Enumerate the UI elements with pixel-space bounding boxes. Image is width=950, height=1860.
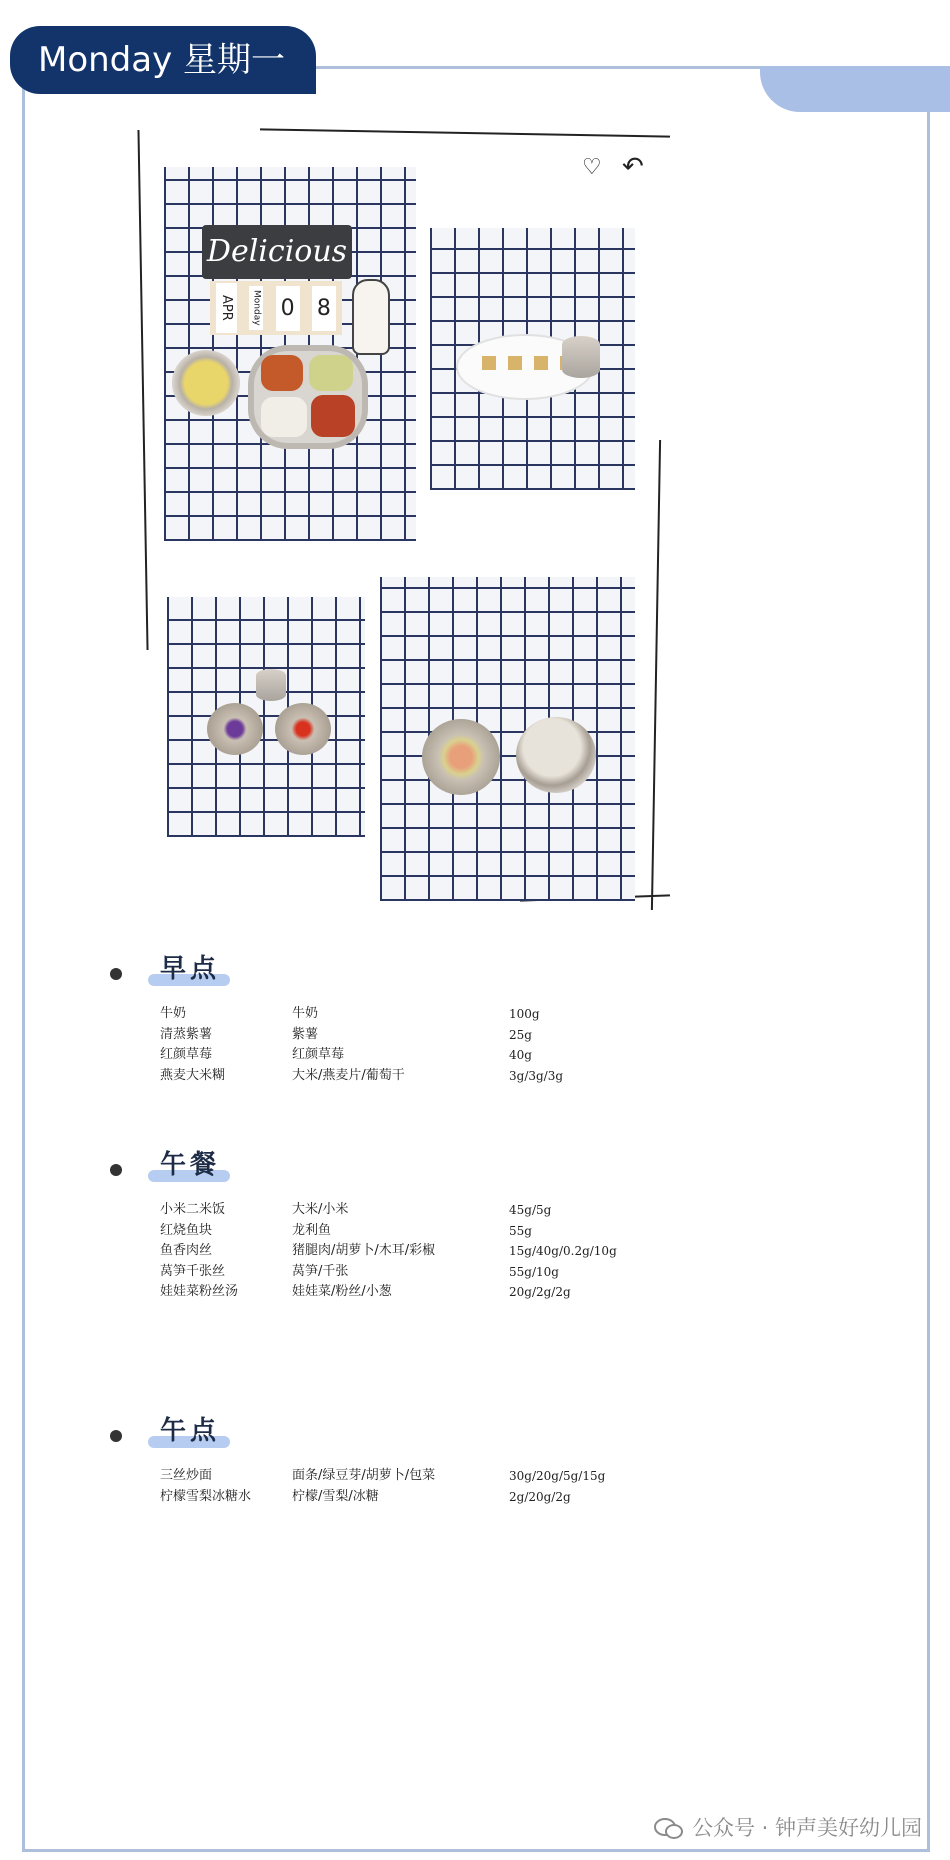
arrow-doodle-icon: ↶ — [622, 152, 644, 182]
ingredients: 娃娃菜/粉丝/小葱 — [292, 1284, 392, 1299]
cereal-portions — [482, 356, 562, 370]
menu-row — [160, 1282, 860, 1303]
rice-compartment — [261, 397, 307, 437]
menu-rows — [160, 1004, 860, 1086]
chef-figurine — [352, 279, 390, 355]
section-title: 午点 — [160, 1416, 221, 1446]
photo-breakfast-cereal — [430, 228, 635, 490]
ingredients: 大米/燕麦片/葡萄干 — [292, 1067, 405, 1083]
bullet-icon — [110, 968, 122, 980]
amount: 15g/40g/0.2g/10g — [509, 1244, 617, 1258]
dish-name: 娃娃菜粉丝汤 — [160, 1284, 239, 1299]
dish-name: 莴笋千张丝 — [160, 1263, 226, 1279]
ingredients: 柠檬/雪梨/冰糖 — [292, 1488, 379, 1504]
amount: 2g/20g/2g — [509, 1489, 571, 1504]
calendar-month: APR — [216, 283, 237, 333]
section-lunch — [110, 1150, 870, 1314]
section-title: 午餐 — [160, 1150, 221, 1180]
ingredients: 红颜草莓 — [292, 1047, 345, 1062]
dish-name: 小米二米饭 — [160, 1202, 226, 1217]
dish-name: 红颜草莓 — [160, 1047, 213, 1062]
dish-name: 清蒸紫薯 — [160, 1026, 213, 1042]
menu-rows — [160, 1200, 860, 1303]
amount: 55g — [509, 1223, 532, 1238]
fish-compartment — [261, 355, 303, 391]
ingredients: 紫薯 — [292, 1026, 319, 1042]
section-afternoon-snack — [110, 1416, 870, 1510]
day-label: Monday 星期一 — [38, 40, 286, 80]
amount: 25g — [509, 1027, 532, 1042]
dish-name: 三丝炒面 — [160, 1468, 213, 1483]
footer-text: 公众号 · 钟声美好幼儿园 — [691, 1816, 922, 1840]
delicious-sign — [202, 225, 352, 279]
menu-row — [160, 1262, 860, 1283]
dish-name: 红烧鱼块 — [160, 1222, 213, 1238]
menu-row — [160, 1004, 860, 1025]
menu-rows — [160, 1466, 860, 1507]
strawberry-dish — [275, 703, 331, 755]
calendar-weekday: Monday — [249, 286, 263, 330]
calendar-digit-2: 8 — [312, 286, 336, 331]
section-title: 早点 — [160, 954, 221, 984]
dish-name: 柠檬雪梨冰糖水 — [160, 1488, 252, 1504]
ingredients: 大米/小米 — [292, 1202, 349, 1217]
ingredients: 猪腿肉/胡萝卜/木耳/彩椒 — [292, 1243, 436, 1258]
calendar-blocks — [210, 281, 342, 335]
menu-row — [160, 1466, 860, 1487]
amount: 30g/20g/5g/15g — [509, 1469, 606, 1483]
milk-cup-small — [256, 669, 286, 701]
dish-name: 燕麦大米糊 — [160, 1067, 226, 1083]
ingredients: 龙利鱼 — [292, 1222, 332, 1238]
ingredients: 面条/绿豆芽/胡萝卜/包菜 — [292, 1468, 436, 1483]
photo-lunch — [164, 167, 416, 541]
soup-bowl — [172, 350, 240, 416]
dish-name: 牛奶 — [160, 1006, 187, 1021]
photo-afternoon-snack — [380, 577, 635, 901]
bullet-icon — [110, 1164, 122, 1176]
shredded-pork-compartment — [311, 395, 355, 437]
amount: 40g — [509, 1048, 532, 1062]
milk-cup — [562, 336, 600, 378]
ingredients: 牛奶 — [292, 1006, 319, 1021]
day-badge — [10, 26, 316, 94]
menu-row — [160, 1200, 860, 1221]
calendar-digit-1: 0 — [276, 286, 300, 331]
sign-text: Delicious — [206, 234, 348, 269]
photo-collage — [150, 150, 800, 1080]
amount: 20g/2g/2g — [509, 1285, 571, 1299]
menu-row — [160, 1487, 860, 1508]
purple-potato-dish — [207, 703, 263, 755]
amount: 100g — [509, 1007, 540, 1021]
bullet-icon — [110, 1430, 122, 1442]
ingredients: 莴笋/千张 — [292, 1263, 349, 1279]
amount: 45g/5g — [509, 1203, 552, 1217]
corner-decoration — [760, 66, 950, 112]
drawn-line-right — [651, 440, 661, 910]
menu-row — [160, 1221, 860, 1242]
heart-doodle-icon: ♡ — [582, 155, 602, 180]
footer-watermark — [654, 1812, 922, 1842]
menu-row — [160, 1241, 860, 1262]
menu-row — [160, 1066, 860, 1087]
dish-name: 鱼香肉丝 — [160, 1243, 213, 1258]
menu-row — [160, 1045, 860, 1066]
noodle-bowl — [422, 719, 500, 795]
wechat-icon — [654, 1816, 682, 1838]
section-breakfast — [110, 954, 870, 1088]
photo-breakfast-fruit — [167, 597, 365, 837]
menu-row — [160, 1025, 860, 1046]
amount: 55g/10g — [509, 1264, 559, 1279]
amount: 3g/3g/3g — [509, 1068, 564, 1083]
pear-soup-bowl — [516, 717, 596, 793]
vegetable-compartment — [309, 355, 353, 391]
